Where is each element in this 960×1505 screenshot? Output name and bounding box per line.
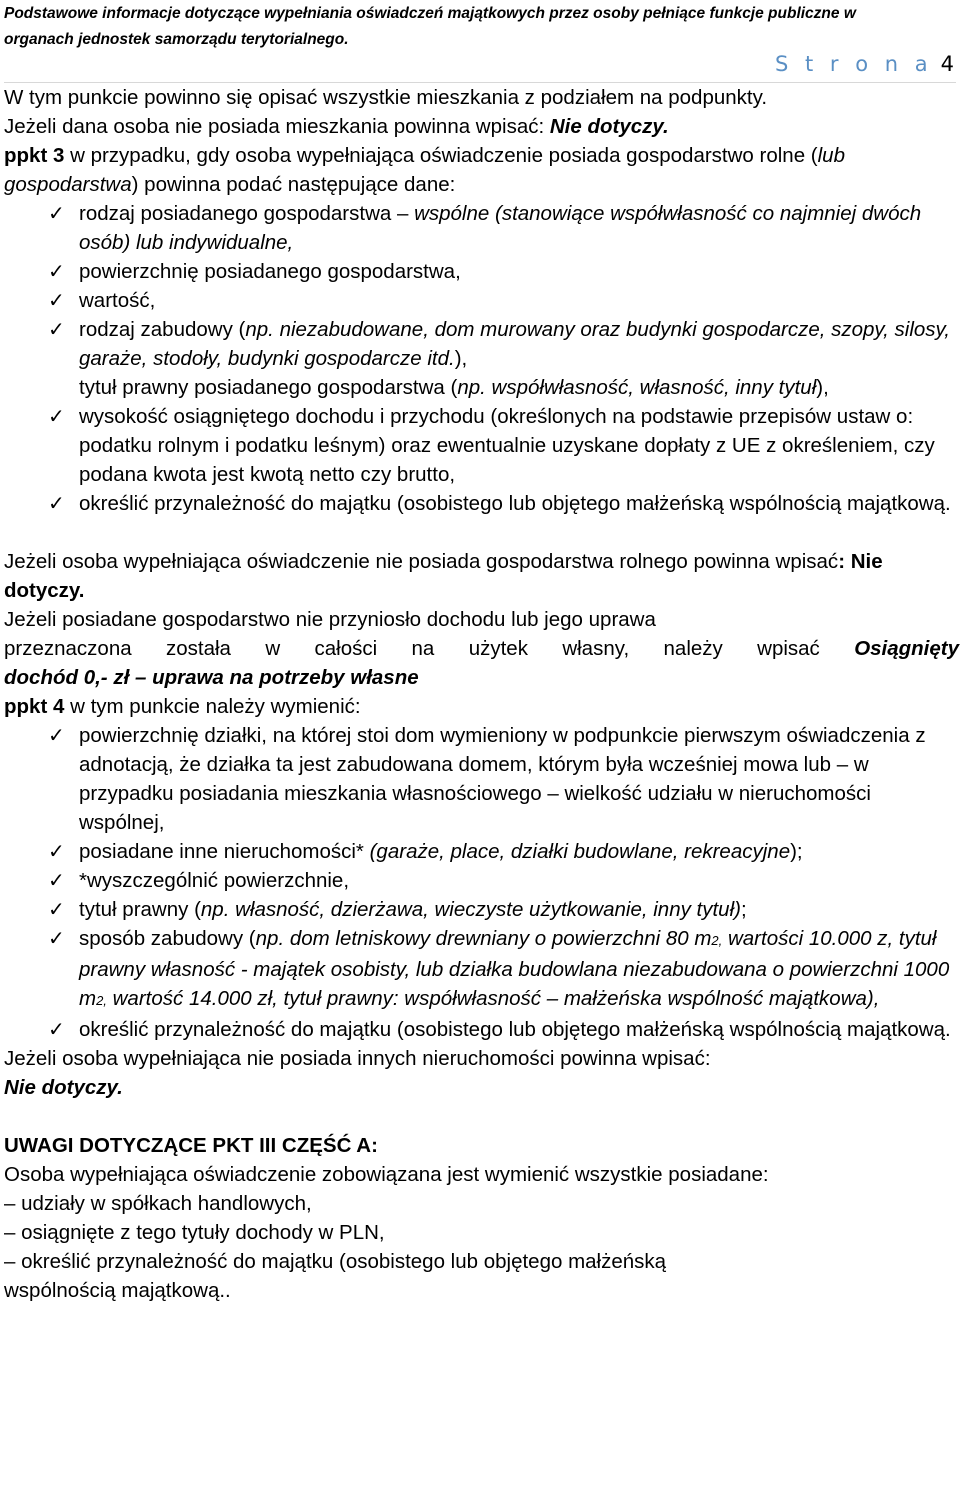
text: tytuł prawny ( [79,898,201,921]
checkmark-icon: ✓ [48,1017,65,1041]
property-data-list [4,721,959,1044]
list-item [4,721,959,837]
text: przeznaczona została w całości na użytek własny, należy wpisać [4,637,855,660]
text: w tym punkcie należy wymienić: [64,695,361,718]
text: ), [816,376,829,399]
checkmark-icon: ✓ [48,201,65,225]
checkmark-icon: ✓ [48,404,65,428]
text: Jeżeli dana osoba nie posiada mieszkania powinna wpisać: [4,115,550,138]
paragraph-no-apartment [4,112,959,141]
paragraph-ppkt-4 [4,692,959,721]
text: wysokość osiągniętego dochodu i przychodu (określonych na podstawie przepisów ustaw o: podatku rolnym i podatku leśnym) oraz ewentualnie uzyskane dopłaty z UE z określeniem, czy podana kwota jest kwotą netto czy brutto, [79,405,935,486]
text-italic: np. niezabudowane, dom murowany oraz budynki gospodarcze, szopy, silosy, garaże, stodoły, budynki gospodarcze itd. [79,318,950,370]
page-number: 4 [940,52,954,76]
text: powierzchnię działki, na której stoi dom wymieniony w podpunkcie pierwszym oświadczenia z adnotacją, że działka ta jest zabudowana domem, którym była wcześniej mowa lub – w przypadku posiadania mieszkania własnościowego – wielkość udziału w nieruchomości wspólnej, [79,724,926,834]
text: określić przynależność do majątku (osobistego lub objętego małżeńską wspólnością majątkową. [79,1018,951,1041]
dash-item-continuation: wspólnością majątkową.. [4,1279,231,1302]
dash-item: – określić przynależność do majątku (osobistego lub objętego małżeńską [4,1250,667,1273]
list-item [4,1015,959,1044]
text: w przypadku, gdy osoba wypełniająca oświadczenie posiada gospodarstwo rolne ( [64,144,818,167]
checkmark-icon: ✓ [48,317,65,341]
paragraph-no-other-property: Jeżeli osoba wypełniająca nie posiada innych nieruchomości powinna wpisać: [4,1047,711,1070]
document-header [4,0,956,48]
list-item [4,924,959,1015]
text-italic: wartość 14.000 zł, tytuł prawny: współwłasność – małżeńska wspólność majątkowa), [106,987,880,1010]
text: ) powinna podać następujące dane: [131,173,456,196]
text: posiadane inne nieruchomości* [79,840,370,863]
paragraph-ppkt-3 [4,141,959,199]
ppkt-label: ppkt 4 [4,695,65,718]
text: określić przynależność do majątku (osobistego lub objętego małżeńską wspólnością majątkową. [79,492,951,515]
paragraph-apartments: W tym punkcie powinno się opisać wszystkie mieszkania z podziałem na podpunkty. [4,86,768,109]
text: Jeżeli posiadane gospodarstwo nie przyniosło dochodu lub jego uprawa [4,608,656,631]
text-italic: wspólne (stanowiące współwłasność co najmniej dwóch osób) lub indywidualne, [79,202,922,254]
list-item [4,837,959,866]
text: Jeżeli osoba wypełniająca oświadczenie nie posiada gospodarstwa rolnego powinna wpisać [4,550,839,573]
checkmark-icon: ✓ [48,491,65,515]
checkmark-icon: ✓ [48,723,65,747]
dash-item: – osiągnięte z tego tytuły dochody w PLN, [4,1221,385,1244]
text: rodzaj zabudowy ( [79,318,246,341]
document-body [4,83,959,1305]
list-item [4,402,959,489]
text: powierzchnię posiadanego gospodarstwa, [79,260,461,283]
list-item [4,489,959,518]
checkmark-icon: ✓ [48,259,65,283]
list-item [4,866,959,895]
text: ; [740,898,747,921]
spacer [4,518,959,547]
text-italic: np. dom letniskowy drewniany o powierzchni 80 m [255,927,712,950]
text: tytuł prawny posiadanego gospodarstwa ( [79,376,458,399]
paragraph-farm-income-2 [4,634,959,663]
paragraph-shares: Osoba wypełniająca oświadczenie zobowiązana jest wymienić wszystkie posiadane: [4,1163,769,1186]
ppkt-label: ppkt 3 [4,144,65,167]
text-italic: wartości 10.000 z, tytuł prawny własność - majątek osobisty, lub działka budowlana niezabudowana o powierzchni 1000 m [79,927,950,1010]
page-label: S t r o n a [775,52,933,76]
text-subscript: 2, [711,933,723,948]
checkmark-icon: ✓ [48,926,65,950]
text: ); [790,840,803,863]
list-item [4,257,959,286]
checkmark-icon: ✓ [48,839,65,863]
list-item [4,895,959,924]
not-applicable-text: Nie dotyczy. [4,1076,123,1099]
text: wartość, [79,289,156,312]
text-subscript: 2, [96,993,107,1008]
paragraph-no-farm [4,547,959,605]
text-italic: np. własność, dzierżawa, wieczyste użytkowanie, inny tytuł) [200,898,741,921]
list-item [4,199,959,257]
header-title-line-1: Podstawowe informacje dotyczące wypełniania oświadczeń majątkowych przez osoby pełniące funkcje publiczne w [4,5,856,22]
section-heading: UWAGI DOTYCZĄCE PKT III CZĘŚĆ A: [4,1134,378,1157]
text: ), [454,347,468,370]
text: rodzaj posiadanego gospodarstwa – [79,202,415,225]
text: *wyszczególnić powierzchnie, [79,869,350,892]
list-item [4,315,959,402]
farm-data-list [4,199,959,518]
paragraph-farm-income-3: dochód 0,- zł – uprawa na potrzeby własne [4,666,419,689]
text-italic: np. współwłasność, własność, inny tytuł [457,376,817,399]
text-bold-italic: Osiągnięty [854,637,959,660]
checkmark-icon: ✓ [48,868,65,892]
checkmark-icon: ✓ [48,897,65,921]
not-applicable-text: : Nie dotyczy. [4,550,883,602]
text-italic: (garaże, place, działki budowlane, rekreacyjne [369,840,791,863]
text: sposób zabudowy ( [79,927,256,950]
list-item [4,286,959,315]
page-number-label [775,52,954,76]
dash-item: – udziały w spółkach handlowych, [4,1192,312,1215]
text-italic: lub gospodarstwa [4,144,845,196]
checkmark-icon: ✓ [48,288,65,312]
paragraph-farm-income [4,605,959,634]
header-title-line-2: organach jednostek samorządu terytorialnego. [4,31,349,48]
not-applicable-text: Nie dotyczy. [549,115,669,138]
spacer [4,1102,959,1131]
